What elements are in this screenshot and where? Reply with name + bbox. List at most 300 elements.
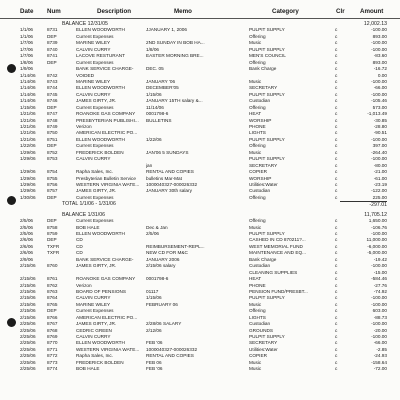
cell-category: PULPIT SUPPLY xyxy=(249,27,285,33)
cell-date: 2/25/06 xyxy=(20,366,36,372)
cell-description: CD xyxy=(76,250,83,256)
cell-amount: -100.00 xyxy=(371,91,387,97)
cell-date: 1/14/06 xyxy=(20,91,36,97)
cell-num: 8756 xyxy=(47,181,58,187)
cell-memo: JANUARY 15TH salary &... xyxy=(146,98,203,104)
cell-memo: DEC. 05 xyxy=(146,66,164,72)
cell-amount: -100.00 xyxy=(371,46,387,52)
cell-clr: c xyxy=(335,256,338,262)
cell-date: 2/15/06 xyxy=(20,263,36,269)
cell-amount: -100.00 xyxy=(371,78,387,84)
cell-category: PHONE xyxy=(249,124,266,129)
cell-category: SECRETARY xyxy=(249,340,278,346)
cell-description: LACOVE RESTURANT xyxy=(76,53,125,59)
cell-num: 8742 xyxy=(47,72,58,78)
balance-label: BALANCE 12/31/05 xyxy=(62,21,108,27)
cell-num: 8731 xyxy=(47,27,58,33)
cell-description: Current Expenses xyxy=(76,194,114,200)
cell-amount: 893.00 xyxy=(372,59,387,65)
cell-description: JAMES GIRTY, JR. xyxy=(76,263,117,269)
cell-num: 8755 xyxy=(47,175,58,181)
cell-clr: c xyxy=(335,276,338,282)
cell-amount: -28.80 xyxy=(373,124,387,129)
cell-description: CALVIN CURRY xyxy=(76,46,111,52)
cell-amount: 0.00 xyxy=(377,72,387,78)
cell-category: COPIER xyxy=(249,353,267,359)
cell-date: 1/7/06 xyxy=(20,40,34,46)
cell-memo: 2ND SUNDAY IN BOB HA... xyxy=(146,40,205,46)
cell-memo: 11/14/06 xyxy=(146,104,164,110)
cell-clr: c xyxy=(335,346,338,352)
cell-description: ELLEN WOODWORTH xyxy=(76,340,125,346)
cell-amount: -100.00 xyxy=(371,136,387,142)
cell-description: AMERICAN ELECTRIC PO... xyxy=(76,130,138,136)
cell-date: 2/15/06 xyxy=(20,301,36,307)
cell-description: MARINE WILEY xyxy=(76,78,111,84)
header-memo: Memo xyxy=(174,8,192,15)
cell-clr: c xyxy=(335,359,338,365)
cell-date: 1/30/06 xyxy=(20,194,36,200)
cell-category: LIGHTS xyxy=(249,314,266,320)
cell-memo: 1/8/06 xyxy=(146,46,160,52)
cell-category: Offering xyxy=(249,33,266,39)
cell-clr: c xyxy=(335,117,338,123)
cell-category: GROUNDS xyxy=(249,327,273,333)
cell-date: 2/25/06 xyxy=(20,321,36,327)
cell-date: 1/14/06 xyxy=(20,98,36,104)
cell-date: 1/14/06 xyxy=(20,72,36,78)
cell-memo: RENTAL AND COPIES xyxy=(146,353,194,359)
cell-description: Current Expenses xyxy=(76,33,114,39)
cell-amount: -100.00 xyxy=(371,231,387,236)
cell-date: 1/29/06 xyxy=(20,156,36,162)
cell-clr: c xyxy=(335,269,338,275)
cell-date: 2/6/06 xyxy=(20,237,34,243)
cell-date: 1/7/06 xyxy=(20,53,34,59)
balance-amount: 11,705.12 xyxy=(364,211,387,218)
cell-num: 8759 xyxy=(47,231,58,236)
cell-date: 2/5/06 xyxy=(20,218,34,224)
cell-clr: c xyxy=(335,130,338,136)
cell-amount: -122.00 xyxy=(371,188,387,194)
cell-description: CALVIN CURRY xyxy=(76,91,111,97)
cell-description: Rapha Sales, Inc. xyxy=(76,169,114,175)
cell-category: Custodian xyxy=(249,263,271,269)
cell-category: PULPIT SUPPLY xyxy=(249,295,285,301)
cell-amount: 225.00 xyxy=(372,194,387,200)
cell-clr: c xyxy=(335,59,338,65)
cell-clr: c xyxy=(335,175,338,181)
cell-category: CLEANING SUPPLIES xyxy=(249,269,298,275)
cell-num: TXFR xyxy=(47,250,60,256)
cell-amount: 1,650.00 xyxy=(368,218,387,224)
cell-memo: JANUARY '06 xyxy=(146,78,176,84)
cell-description: CALVIN CURRY xyxy=(76,334,111,339)
cell-description: ELLEN WOODWORTH xyxy=(76,27,125,33)
cell-category: Offering xyxy=(249,59,266,65)
cell-category: Offering xyxy=(249,194,266,200)
cell-category: HEAT xyxy=(249,111,262,117)
cell-amount: -100.00 xyxy=(371,334,387,339)
cell-num: 8761 xyxy=(47,276,58,282)
cell-category: Music xyxy=(249,366,262,372)
cell-category: Music xyxy=(249,359,262,365)
cell-memo: JAN'06 5 SUNDAYS xyxy=(146,149,189,155)
cell-category: SECRETARY xyxy=(249,85,278,91)
cell-category: PULPIT SUPPLY xyxy=(249,156,285,162)
cell-description: FREDERICK BOLDEN xyxy=(76,359,124,365)
cell-clr: c xyxy=(335,188,338,194)
cell-date: 1/21/06 xyxy=(20,136,36,142)
cell-clr: c xyxy=(335,327,338,333)
cell-clr: c xyxy=(335,66,338,72)
cell-category: CASHED IN CD 870211?... xyxy=(249,237,306,243)
cell-description: BOB HALE xyxy=(76,366,100,372)
cell-date: 1/21/06 xyxy=(20,117,36,123)
cell-amount: -6,000.00 xyxy=(367,243,387,249)
cell-memo: jan xyxy=(146,162,153,168)
cell-memo: REIMBURSEMENT-REPL... xyxy=(146,243,205,249)
cell-memo: 1/15/06 xyxy=(146,295,162,301)
total-row xyxy=(0,201,400,207)
cell-num: 8750 xyxy=(47,130,58,136)
cell-date: 2/25/06 xyxy=(20,359,36,365)
cell-date: 1/1/06 xyxy=(20,33,34,39)
cell-date: 1/15/06 xyxy=(20,104,36,110)
cell-amount: -584.46 xyxy=(371,276,387,282)
cell-num: 8774 xyxy=(47,366,58,372)
cell-num: 8744 xyxy=(47,85,58,91)
cell-category: Custodian xyxy=(249,98,271,104)
cell-date: 2/15/06 xyxy=(20,314,36,320)
cell-memo: 0001798-6 xyxy=(146,276,169,282)
cell-memo: FEBRUARY 06 xyxy=(146,301,178,307)
cell-num: DEP xyxy=(47,237,57,243)
cell-clr: c xyxy=(335,72,338,78)
cell-amount: -24.93 xyxy=(373,353,387,359)
cell-amount: -72.00 xyxy=(373,366,387,372)
header-description: Description xyxy=(97,8,132,15)
cell-description: Rapha Sales, Inc. xyxy=(76,353,114,359)
balance-label: BALANCE 1/31/06 xyxy=(62,211,105,218)
cell-category: WORSHIP xyxy=(249,117,272,123)
cell-date: 1/14/06 xyxy=(20,78,36,84)
cell-amount: -100.00 xyxy=(371,263,387,269)
cell-clr: c xyxy=(335,301,338,307)
cell-description: PRESBYTERIAN PUBLISHI... xyxy=(76,117,139,123)
cell-description: MARINE WILEY xyxy=(76,40,111,46)
cell-num: 8766 xyxy=(47,314,58,320)
cell-amount: -23.19 xyxy=(373,181,387,187)
cell-date: 1/29/06 xyxy=(20,181,36,187)
cell-memo: RENTAL AND COPIES xyxy=(146,169,194,175)
cell-amount: -1,013.49 xyxy=(367,111,387,117)
cell-date: 1/29/06 xyxy=(20,169,36,175)
cell-num: 8770 xyxy=(47,340,58,346)
cell-clr: c xyxy=(335,98,338,104)
cell-category: Bank Charge xyxy=(249,66,277,72)
cell-num: 8773 xyxy=(47,359,58,365)
cell-description: ROANOKE GAS COMPANY xyxy=(76,276,136,282)
cell-memo: FEB '06 xyxy=(146,366,163,372)
cell-date: 2/6/06 xyxy=(20,250,34,256)
cell-date: 2/9/06 xyxy=(20,256,34,262)
cell-amount: -88.73 xyxy=(373,314,387,320)
cell-amount: -100.00 xyxy=(371,321,387,327)
cell-amount: -20.00 xyxy=(373,327,387,333)
cell-category: Custodian xyxy=(249,321,271,327)
cell-amount: -5,000.00 xyxy=(367,250,387,256)
cell-num: DEP xyxy=(47,104,57,110)
cell-description: BANK SERVICE CHARGE- xyxy=(76,66,134,72)
cell-date: 1/1/06 xyxy=(20,27,34,33)
cell-num: 8753 xyxy=(47,156,58,162)
cell-clr: c xyxy=(335,46,338,52)
cell-clr: c xyxy=(335,321,338,327)
cell-clr: c xyxy=(335,169,338,175)
cell-clr: c xyxy=(335,288,338,294)
cell-category: Offering xyxy=(249,218,266,224)
cell-category: PULPIT SUPPLY xyxy=(249,231,285,236)
cell-amount: 573.00 xyxy=(372,104,387,110)
cell-memo: 1/22/06 xyxy=(146,136,162,142)
cell-memo: 1000040327-000026332 xyxy=(146,181,198,187)
cell-description: BOB HALE xyxy=(76,224,100,230)
cell-description: BOARD OF PENSIONS xyxy=(76,288,127,294)
cell-description: MARINE WILEY xyxy=(76,301,111,307)
cell-memo: 01117 xyxy=(146,288,159,294)
cell-date: 1/8/06 xyxy=(20,59,34,65)
cell-num: DEP xyxy=(47,194,57,200)
cell-num: DEP xyxy=(47,218,57,224)
cell-clr: c xyxy=(335,263,338,269)
cell-amount: -16.72 xyxy=(373,66,387,72)
cell-category: SECRETARY xyxy=(249,162,278,168)
cell-description: CALVIN CURRY xyxy=(76,156,111,162)
cell-category: Bank Charge xyxy=(249,256,277,262)
cell-amount: -15.00 xyxy=(373,269,387,275)
cell-clr: c xyxy=(335,33,338,39)
cell-date: 2/25/06 xyxy=(20,340,36,346)
cell-date: 2/25/06 xyxy=(20,334,36,339)
cell-category: PULPIT SUPPLY xyxy=(249,334,285,339)
cell-num: 8740 xyxy=(47,46,58,52)
cell-clr: c xyxy=(335,314,338,320)
cell-num: 8768 xyxy=(47,327,58,333)
cell-clr: c xyxy=(335,181,338,187)
cell-description: CEDRIC GREEN xyxy=(76,327,112,333)
cell-memo: Dec & Jan xyxy=(146,224,168,230)
total-label: TOTAL 1/1/06 - 1/31/06 xyxy=(62,201,116,208)
cell-clr: c xyxy=(335,104,338,110)
cell-num: 8747 xyxy=(47,111,58,117)
cell-date: 2/15/06 xyxy=(20,276,36,282)
cell-clr: c xyxy=(335,250,338,256)
cell-clr: c xyxy=(335,237,338,243)
cell-description: Presbyterian Bulletin Service xyxy=(76,175,136,181)
cell-amount: 603.00 xyxy=(372,308,387,314)
cell-date: 1/7/06 xyxy=(20,46,34,52)
cell-description: AMERICAN ELECTRIC PO... xyxy=(76,314,138,320)
cell-num: 8772 xyxy=(47,353,58,359)
cell-clr: c xyxy=(335,149,338,155)
cell-description: Current Expenses xyxy=(76,59,114,65)
cell-clr: c xyxy=(335,124,338,129)
cell-category: PULPIT SUPPLY xyxy=(249,91,285,97)
cell-memo: JANUARY 30th salary xyxy=(146,188,192,194)
transaction-row[interactable] xyxy=(0,366,400,372)
cell-date: 2/6/06 xyxy=(20,243,34,249)
cell-date: 2/25/06 xyxy=(20,353,36,359)
cell-clr: c xyxy=(335,53,338,59)
cell-num: DEP xyxy=(47,59,57,65)
cell-amount: -105.46 xyxy=(371,98,387,104)
cell-clr: c xyxy=(335,231,338,236)
cell-memo: 0001798-6 xyxy=(146,111,169,117)
cell-num: 8743 xyxy=(47,78,58,84)
cell-description: Current Expenses xyxy=(76,143,114,149)
cell-date: 2/15/06 xyxy=(20,282,36,288)
cell-date: 1/21/06 xyxy=(20,130,36,136)
cell-amount: -74.92 xyxy=(373,288,387,294)
cell-amount: -83.60 xyxy=(373,53,387,59)
cell-description: ELLEN WOODWORTH xyxy=(76,85,125,91)
cell-description: Current Expenses xyxy=(76,308,114,314)
column-header xyxy=(0,6,400,19)
cell-num: 8754 xyxy=(47,169,58,175)
cell-clr: c xyxy=(335,162,338,168)
cell-amount: -2.85 xyxy=(376,346,387,352)
cell-date: 1/29/06 xyxy=(20,188,36,194)
cell-description: VOIDED xyxy=(76,72,94,78)
cell-memo: FEB '06 xyxy=(146,340,163,346)
cell-description: WESTERN VIRGINIA WATE... xyxy=(76,181,140,187)
cell-date: 2/25/06 xyxy=(20,327,36,333)
cell-category: Offering xyxy=(249,143,266,149)
cell-num: 8763 xyxy=(47,288,58,294)
cell-description: JAMES GIRTY, JR. xyxy=(76,188,117,194)
cell-date: 2/15/06 xyxy=(20,295,36,301)
cell-num: 8739 xyxy=(47,40,58,46)
cell-date: 1/9/06 xyxy=(20,66,34,72)
cell-amount: -158.64 xyxy=(371,359,387,365)
cell-date: 2/25/06 xyxy=(20,346,36,352)
register-rows xyxy=(0,21,400,373)
cell-category: Offering xyxy=(249,104,266,110)
header-clr: Clr xyxy=(336,8,345,15)
cell-clr: c xyxy=(335,40,338,46)
cell-clr: c xyxy=(335,366,338,372)
cell-num: 8748 xyxy=(47,117,58,123)
cell-date: 1/22/06 xyxy=(20,143,36,149)
cell-clr: c xyxy=(335,295,338,301)
cell-memo: 1000040327-000026332 xyxy=(146,346,198,352)
cell-category: Utilities:Water xyxy=(249,346,278,352)
cell-num: 8769 xyxy=(47,334,58,339)
cell-clr: c xyxy=(335,85,338,91)
cell-category: WEST MEMORIAL FUND xyxy=(249,243,303,249)
cell-amount: -100.00 xyxy=(371,301,387,307)
cell-amount: -264.40 xyxy=(371,149,387,155)
cell-num: DEP xyxy=(47,143,57,149)
cell-memo: 2/12/06 xyxy=(146,327,162,333)
header-amount: Amount xyxy=(360,8,384,15)
cell-amount: 893.00 xyxy=(372,33,387,39)
cell-num: 8764 xyxy=(47,295,58,301)
cell-num: DEP xyxy=(47,308,57,314)
cell-amount: -61.00 xyxy=(373,175,387,181)
cell-description: Verizon xyxy=(76,282,92,288)
cell-num: 8745 xyxy=(47,91,58,97)
cell-date: 2/15/06 xyxy=(20,288,36,294)
cell-num: DEP xyxy=(47,33,57,39)
cell-description: ROANOKE GAS COMPANY xyxy=(76,111,136,117)
cell-amount: -100.00 xyxy=(371,27,387,33)
cell-date: 2/5/06 xyxy=(20,224,34,230)
cell-num: 8749 xyxy=(47,124,58,129)
cell-amount: 11,000.00 xyxy=(366,237,387,243)
cell-category: PENSION FUND/PRESBT... xyxy=(249,288,308,294)
cell-category: Music xyxy=(249,224,262,230)
cell-clr: c xyxy=(335,111,338,117)
cell-date: 2/5/06 xyxy=(20,231,34,236)
cell-category: HEAT xyxy=(249,276,262,282)
cell-clr: c xyxy=(335,78,338,84)
cell-description: Current Expenses xyxy=(76,218,114,224)
cell-amount: -19.42 xyxy=(373,256,387,262)
cell-amount: -21.00 xyxy=(373,169,387,175)
cell-clr: c xyxy=(335,136,338,142)
cell-memo: 2/28/06 SALARY xyxy=(146,321,182,327)
cell-num: 8760 xyxy=(47,263,58,269)
cell-date: 1/21/06 xyxy=(20,124,36,129)
cell-amount: -106.76 xyxy=(371,224,387,230)
cell-memo: NEW CD FOR M&C xyxy=(146,250,188,256)
cell-memo: EASTER MORNING BRE... xyxy=(146,53,204,59)
cell-memo: BULLETINS xyxy=(146,117,172,123)
cell-category: Utilities:Water xyxy=(249,181,278,187)
cell-description: CALVIN CURRY xyxy=(76,295,111,301)
cell-amount: -80.00 xyxy=(373,162,387,168)
cell-num: 8757 xyxy=(47,188,58,194)
cell-category: PULPIT SUPPLY xyxy=(249,46,285,52)
cell-category: MEN'S COUNCIL xyxy=(249,53,286,59)
cell-amount: -100.00 xyxy=(371,156,387,162)
cell-memo: 2/5/06 xyxy=(146,231,160,236)
cell-clr: c xyxy=(335,224,338,230)
cell-clr: c xyxy=(335,282,338,288)
cell-amount: -66.00 xyxy=(373,85,387,91)
cell-clr: c xyxy=(335,243,338,249)
cell-description: ELLEN WOODWORTH xyxy=(76,136,125,142)
cell-amount: 397.00 xyxy=(372,143,387,149)
cell-category: Custodian xyxy=(249,188,271,194)
cell-amount: -90.51 xyxy=(373,130,387,136)
cell-memo: DECEMBER'05 xyxy=(146,85,179,91)
cell-memo: 2/15/06 salary xyxy=(146,263,176,269)
cell-category: Music xyxy=(249,78,262,84)
cell-num: 8752 xyxy=(47,149,58,155)
cell-description: CD xyxy=(76,243,83,249)
cell-amount: -30.85 xyxy=(373,117,387,123)
cell-num: 8746 xyxy=(47,98,58,104)
cell-clr: c xyxy=(335,218,338,224)
cell-memo: JANUARY 2006 xyxy=(146,256,180,262)
cell-num: 8765 xyxy=(47,301,58,307)
cell-description: ELLEN WOODWORTH xyxy=(76,231,125,236)
cell-category: Music xyxy=(249,149,262,155)
cell-category: MAINTENANCE AND EQ... xyxy=(249,250,307,256)
